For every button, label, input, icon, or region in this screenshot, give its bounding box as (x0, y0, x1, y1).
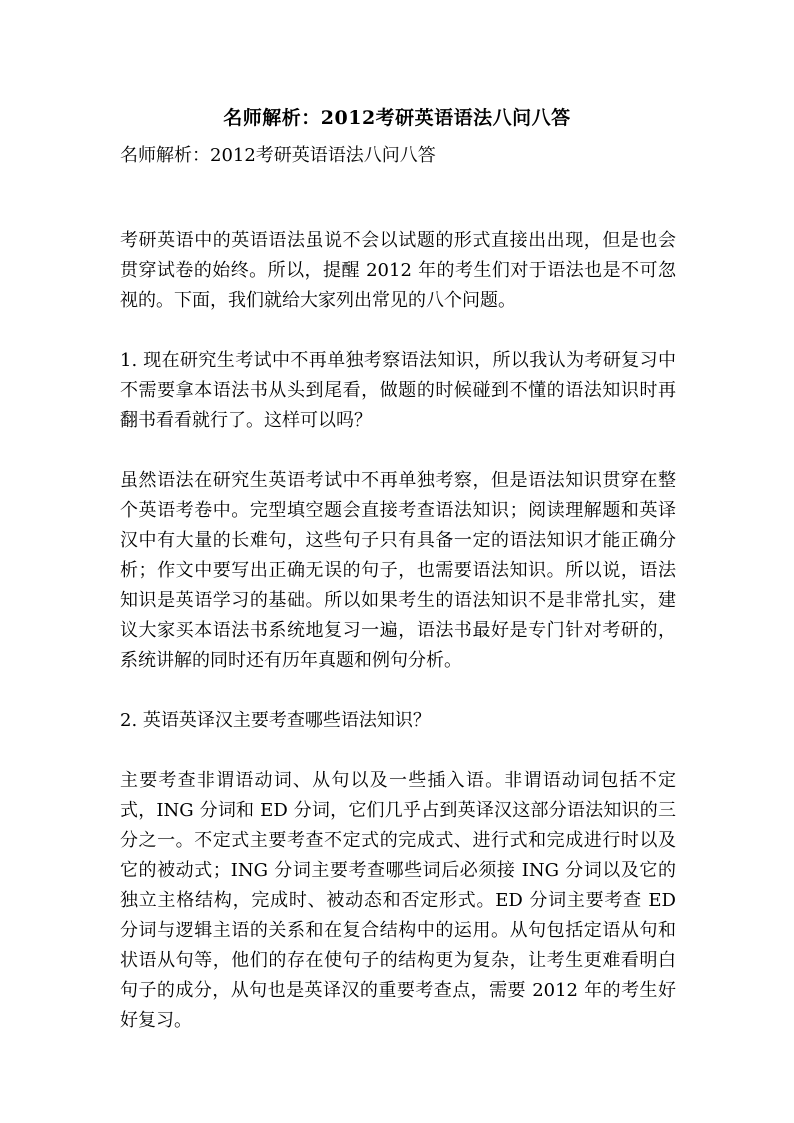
answer-2: 主要考查非谓语动词、从句以及一些插入语。非谓语动词包括不定式，ING 分词和 ED 分词，它们几乎占到英译汉这部分语法知识的三分之一。不定式主要考查不定式的完成式、进行式和完成进行时以及它的被动式；ING 分词主要考查哪些词后必须接 ING 分词以及它的独立主格结构，完成时、被动态和否定形式。ED 分词主要考查 ED 分词与逻辑主语的关系和在复合结构中的运用。从句包括定语从句和状语从句等，他们的存在使句子的结构更为复杂，让考生更难看明白句子的成分，从句也是英译汉的重要考查点，需要 2012 年的考生好好复习。 (120, 770, 676, 1031)
question-1: 1. 现在研究生考试中不再单独考察语法知识，所以我认为考研复习中不需要拿本语法书从头到尾看，做题的时候碰到不懂的语法知识时再翻书看看就行了。这样可以吗？ (120, 350, 676, 431)
document-body (120, 226, 676, 1066)
answer-1: 虽然语法在研究生英语考试中不再单独考察，但是语法知识贯穿在整个英语考卷中。完型填空题会直接考查语法知识；阅读理解题和英译汉中有大量的长难句，这些句子只有具备一定的语法知识才能正确分析；作文中要写出正确无误的句子，也需要语法知识。所以说，语法知识是英语学习的基础。所以如果考生的语法知识不是非常扎实，建议大家买本语法书系统地复习一遍，语法书最好是专门针对考研的，系统讲解的同时还有历年真题和例句分析。 (120, 470, 676, 671)
question-2: 2. 英语英译汉主要考查哪些语法知识？ (120, 710, 431, 731)
document-subtitle: 名师解析：2012考研英语语法八问八答 (120, 145, 436, 166)
intro-paragraph: 考研英语中的英语语法虽说不会以试题的形式直接出出现，但是也会贯穿试卷的始终。所以，提醒 2012 年的考生们对于语法也是不可忽视的。下面，我们就给大家列出常见的八个问题。 (120, 230, 676, 311)
document-title: 名师解析：2012考研英语语法八问八答 (223, 107, 571, 129)
